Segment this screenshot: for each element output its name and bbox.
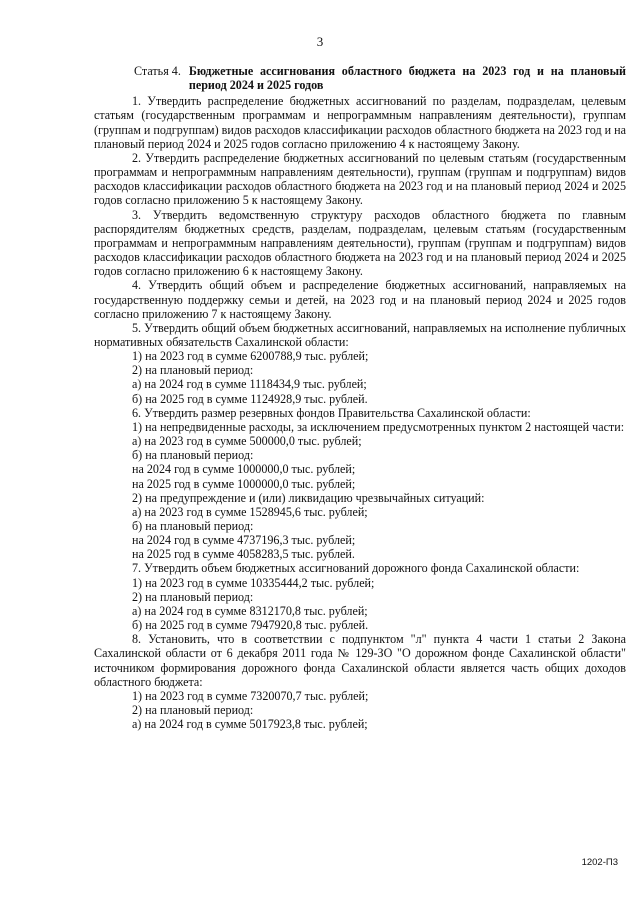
list-item: а) на 2024 год в сумме 5017923,8 тыс. рублей;: [132, 717, 368, 732]
list-item: 2) на плановый период:: [132, 363, 254, 378]
article-label: Статья 4.: [134, 64, 181, 78]
paragraph: 4. Утвердить общий объем и распределение бюджетных ассигнований, направляемых на государственную поддержку семьи и детей, на 2023 год и на плановый период 2024 и 2025 годов согласно приложению 7 к настоящему Закону.: [94, 278, 626, 321]
page-number: 3: [316, 34, 324, 49]
article-title: Бюджетные ассигнования областного бюджета на 2023 год и на плановый период 2024 и 2025 годов: [188, 64, 626, 93]
list-item: б) на 2025 год в сумме 1124928,9 тыс. рублей.: [132, 391, 368, 406]
list-item: 1) на 2023 год в сумме 6200788,9 тыс. рублей;: [132, 349, 369, 364]
paragraph: 3. Утвердить ведомственную структуру расходов областного бюджета по главным распорядителям бюджетных средств, разделам, подразделам, целевым статьям (государственным программам и непрограммным направлениям деятельности), группам (группам и подгруппам) видов расходов классификации расходов областного бюджета на 2023 год и на плановый период 2024 и 2025 годов согласно приложению 6 к настоящему Закону.: [94, 207, 626, 279]
paragraph-list: [94, 94, 626, 731]
footer-code: 1202-П3: [581, 857, 618, 868]
list-item: б) на плановый период:: [132, 448, 254, 463]
list-item: на 2024 год в сумме 4737196,3 тыс. рублей;: [132, 533, 356, 548]
paragraph: 6. Утвердить размер резервных фондов Правительства Сахалинской области:: [132, 405, 531, 420]
list-item: 1) на 2023 год в сумме 7320070,7 тыс. рублей;: [132, 688, 369, 703]
list-item: б) на 2025 год в сумме 7947920,8 тыс. рублей.: [132, 618, 369, 633]
paragraph: 5. Утвердить общий объем бюджетных ассигнований, направляемых на исполнение публичных нормативных обязательств Сахалинской области:: [94, 320, 626, 349]
list-item: а) на 2023 год в сумме 1528945,6 тыс. рублей;: [132, 504, 368, 519]
paragraph: 1. Утвердить распределение бюджетных ассигнований по разделам, подразделам, целевым статьям (государственным программам и непрограммным направлениям деятельности), группам (группам и подгруппам) видов расходов классификации расходов областного бюджета на 2023 год и на плановый период 2024 и 2025 годов согласно приложению 4 к настоящему Закону.: [94, 94, 626, 151]
list-item: 2) на плановый период:: [132, 589, 254, 604]
article-heading: [94, 64, 626, 92]
paragraph: 1) на непредвиденные расходы, за исключением предусмотренных пунктом 2 настоящей части:: [132, 419, 625, 434]
paragraph: 2. Утвердить распределение бюджетных ассигнований по целевым статьям (государственным программам и непрограммным направлениям деятельности), группам (группам и подгруппам) видов расходов классификации расходов областного бюджета на 2023 год и на плановый период 2024 и 2025 годов согласно приложению 5 к настоящему Закону.: [94, 150, 626, 208]
list-item: 2) на плановый период:: [132, 703, 254, 718]
list-item: на 2025 год в сумме 4058283,5 тыс. рублей.: [132, 547, 355, 562]
paragraph: 7. Утвердить объем бюджетных ассигнований дорожного фонда Сахалинской области:: [132, 561, 580, 576]
list-item: 1) на 2023 год в сумме 10335444,2 тыс. рублей;: [132, 575, 375, 590]
paragraph: 8. Установить, что в соответствии с подпунктом "л" пункта 4 части 1 статьи 2 Закона Сахалинской области от 6 декабря 2011 года № 129-ЗО "О дорожном фонде Сахалинской области" источником формирования дорожного фонда Сахалинской области является часть общих доходов областного бюджета:: [94, 632, 626, 689]
document-body: [94, 64, 626, 731]
list-item: на 2025 год в сумме 1000000,0 тыс. рублей;: [132, 476, 356, 491]
list-item: а) на 2024 год в сумме 1118434,9 тыс. рублей;: [132, 377, 367, 392]
list-item: а) на 2023 год в сумме 500000,0 тыс. рублей;: [132, 434, 362, 449]
list-item: на 2024 год в сумме 1000000,0 тыс. рублей;: [132, 462, 356, 477]
list-item: а) на 2024 год в сумме 8312170,8 тыс. рублей;: [132, 603, 368, 618]
list-item: б) на плановый период:: [132, 519, 254, 533]
list-item: 2) на предупреждение и (или) ликвидацию чрезвычайных ситуаций:: [132, 490, 485, 505]
